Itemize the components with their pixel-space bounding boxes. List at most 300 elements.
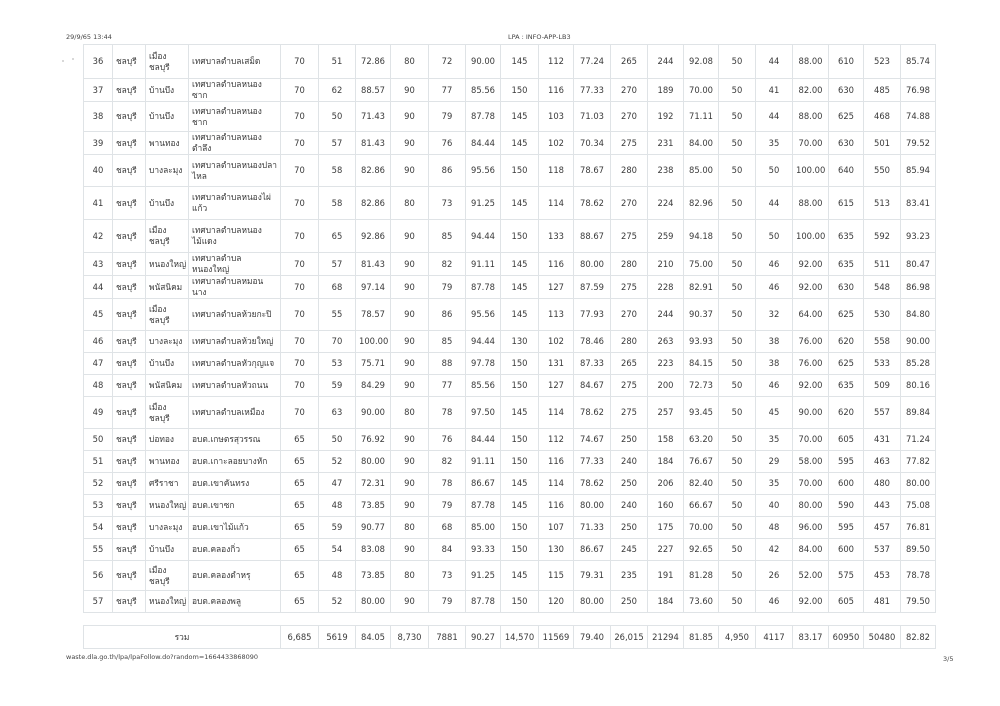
value-cell: 46 <box>756 276 793 299</box>
value-cell: 88.67 <box>574 220 611 253</box>
table-row <box>84 429 936 451</box>
value-cell: 228 <box>648 276 684 299</box>
value-cell: 112 <box>539 429 574 451</box>
value-cell: 70 <box>281 155 319 187</box>
table-row <box>84 331 936 353</box>
value-cell: 615 <box>829 187 864 220</box>
row-number-cell: 37 <box>84 79 113 102</box>
value-cell: 48 <box>756 517 793 539</box>
value-cell: 235 <box>611 561 648 591</box>
value-cell: 81.28 <box>684 561 719 591</box>
value-cell: 50 <box>719 451 756 473</box>
value-cell: 78.46 <box>574 331 611 353</box>
total-cell: 4117 <box>756 626 793 649</box>
value-cell: 68 <box>429 517 466 539</box>
value-cell: 68 <box>319 276 356 299</box>
value-cell: 88.00 <box>793 102 829 132</box>
value-cell: 90 <box>391 451 429 473</box>
value-cell: 70 <box>281 299 319 331</box>
value-cell: 77.33 <box>574 451 611 473</box>
row-number-cell: 46 <box>84 331 113 353</box>
value-cell: 80.00 <box>901 473 936 495</box>
value-cell: 90.00 <box>356 397 391 429</box>
value-cell: 210 <box>648 253 684 276</box>
district-cell: บ้านบึง <box>146 79 189 102</box>
district-cell: หนองใหญ่ <box>146 591 189 613</box>
value-cell: 82.40 <box>684 473 719 495</box>
value-cell: 82 <box>429 253 466 276</box>
value-cell: 630 <box>829 276 864 299</box>
organization-name-cell: เทศบาลตำบลหนองตำลึง <box>189 132 281 155</box>
value-cell: 84.80 <box>901 299 936 331</box>
value-cell: 50 <box>719 375 756 397</box>
value-cell: 65 <box>281 495 319 517</box>
value-cell: 92.86 <box>356 220 391 253</box>
row-number-cell: 42 <box>84 220 113 253</box>
total-cell: 11569 <box>539 626 574 649</box>
value-cell: 244 <box>648 45 684 79</box>
value-cell: 610 <box>829 45 864 79</box>
organization-name-cell: เทศบาลตำบลห้วยใหญ่ <box>189 331 281 353</box>
value-cell: 79.52 <box>901 132 936 155</box>
value-cell: 89.50 <box>901 539 936 561</box>
value-cell: 592 <box>864 220 901 253</box>
value-cell: 270 <box>611 299 648 331</box>
value-cell: 86 <box>429 155 466 187</box>
value-cell: 90 <box>391 220 429 253</box>
value-cell: 78 <box>429 473 466 495</box>
value-cell: 63 <box>319 397 356 429</box>
total-cell: 6,685 <box>281 626 319 649</box>
value-cell: 80.00 <box>356 451 391 473</box>
value-cell: 72.31 <box>356 473 391 495</box>
province-cell: ชลบุรี <box>113 429 146 451</box>
value-cell: 93.23 <box>901 220 936 253</box>
value-cell: 145 <box>501 397 539 429</box>
value-cell: 630 <box>829 132 864 155</box>
value-cell: 90 <box>391 276 429 299</box>
value-cell: 85.56 <box>466 79 501 102</box>
value-cell: 94.44 <box>466 220 501 253</box>
district-cell: บางละมุง <box>146 155 189 187</box>
value-cell: 76.98 <box>901 79 936 102</box>
row-number-cell: 54 <box>84 517 113 539</box>
value-cell: 76.81 <box>901 517 936 539</box>
value-cell: 150 <box>501 155 539 187</box>
value-cell: 41 <box>756 79 793 102</box>
value-cell: 231 <box>648 132 684 155</box>
value-cell: 90 <box>391 253 429 276</box>
value-cell: 224 <box>648 187 684 220</box>
district-cell: บางละมุง <box>146 331 189 353</box>
row-number-cell: 52 <box>84 473 113 495</box>
total-cell: 5619 <box>319 626 356 649</box>
value-cell: 70.00 <box>793 429 829 451</box>
value-cell: 93.93 <box>684 331 719 353</box>
value-cell: 77.24 <box>574 45 611 79</box>
value-cell: 250 <box>611 429 648 451</box>
value-cell: 91.11 <box>466 253 501 276</box>
organization-name-cell: เทศบาลตำบลหนอง ชาก <box>189 102 281 132</box>
value-cell: 84.00 <box>793 539 829 561</box>
value-cell: 86.98 <box>901 276 936 299</box>
value-cell: 223 <box>648 353 684 375</box>
organization-name-cell: เทศบาลตำบลหนองปลา ไหล <box>189 155 281 187</box>
value-cell: 52 <box>319 451 356 473</box>
value-cell: 280 <box>611 155 648 187</box>
value-cell: 66.67 <box>684 495 719 517</box>
row-number-cell: 44 <box>84 276 113 299</box>
value-cell: 625 <box>829 299 864 331</box>
scan-speck <box>62 60 64 62</box>
value-cell: 50 <box>719 397 756 429</box>
value-cell: 150 <box>501 451 539 473</box>
organization-name-cell: เทศบาลตำบลหนองไผ่ แก้ว <box>189 187 281 220</box>
value-cell: 73.85 <box>356 561 391 591</box>
value-cell: 90 <box>391 132 429 155</box>
value-cell: 191 <box>648 561 684 591</box>
table-row <box>84 253 936 276</box>
value-cell: 116 <box>539 253 574 276</box>
value-cell: 80 <box>391 45 429 79</box>
value-cell: 65 <box>281 429 319 451</box>
value-cell: 92.65 <box>684 539 719 561</box>
value-cell: 263 <box>648 331 684 353</box>
organization-name-cell: อบต.คลองกิ่ว <box>189 539 281 561</box>
value-cell: 184 <box>648 591 684 613</box>
value-cell: 78.67 <box>574 155 611 187</box>
print-datetime: 29/9/65 13:44 <box>66 33 112 41</box>
province-cell: ชลบุรี <box>113 473 146 495</box>
print-title: LPA : INFO-APP-LB3 <box>508 33 571 41</box>
value-cell: 46 <box>756 253 793 276</box>
value-cell: 52 <box>319 591 356 613</box>
value-cell: 463 <box>864 451 901 473</box>
value-cell: 64.00 <box>793 299 829 331</box>
value-cell: 50 <box>719 473 756 495</box>
organization-name-cell: เทศบาลตำบลหนอง ไม้แดง <box>189 220 281 253</box>
value-cell: 29 <box>756 451 793 473</box>
value-cell: 71.03 <box>574 102 611 132</box>
value-cell: 76.00 <box>793 353 829 375</box>
value-cell: 87.78 <box>466 102 501 132</box>
value-cell: 275 <box>611 397 648 429</box>
total-cell: 83.17 <box>793 626 829 649</box>
district-cell: บ้านบึง <box>146 102 189 132</box>
value-cell: 54 <box>319 539 356 561</box>
value-cell: 150 <box>501 539 539 561</box>
value-cell: 150 <box>501 353 539 375</box>
value-cell: 79 <box>429 276 466 299</box>
value-cell: 620 <box>829 397 864 429</box>
value-cell: 80.00 <box>356 591 391 613</box>
value-cell: 73 <box>429 561 466 591</box>
value-cell: 175 <box>648 517 684 539</box>
district-cell: พนัสนิคม <box>146 375 189 397</box>
value-cell: 76.00 <box>793 331 829 353</box>
table-row <box>84 220 936 253</box>
table-row <box>84 591 936 613</box>
value-cell: 89.84 <box>901 397 936 429</box>
value-cell: 87.78 <box>466 495 501 517</box>
value-cell: 71.33 <box>574 517 611 539</box>
value-cell: 90 <box>391 155 429 187</box>
province-cell: ชลบุรี <box>113 591 146 613</box>
value-cell: 145 <box>501 45 539 79</box>
value-cell: 84.67 <box>574 375 611 397</box>
row-number-cell: 53 <box>84 495 113 517</box>
value-cell: 72.86 <box>356 45 391 79</box>
total-cell: 84.05 <box>356 626 391 649</box>
value-cell: 63.20 <box>684 429 719 451</box>
value-cell: 26 <box>756 561 793 591</box>
value-cell: 85.94 <box>901 155 936 187</box>
district-cell: บ้านบึง <box>146 187 189 220</box>
value-cell: 145 <box>501 187 539 220</box>
value-cell: 70 <box>281 353 319 375</box>
value-cell: 114 <box>539 397 574 429</box>
value-cell: 90 <box>391 539 429 561</box>
value-cell: 275 <box>611 132 648 155</box>
value-cell: 72.73 <box>684 375 719 397</box>
value-cell: 78 <box>429 397 466 429</box>
value-cell: 485 <box>864 79 901 102</box>
value-cell: 70 <box>281 132 319 155</box>
value-cell: 72 <box>429 45 466 79</box>
value-cell: 80.16 <box>901 375 936 397</box>
value-cell: 189 <box>648 79 684 102</box>
table-row <box>84 45 936 79</box>
value-cell: 250 <box>611 517 648 539</box>
value-cell: 83.41 <box>901 187 936 220</box>
value-cell: 91.11 <box>466 451 501 473</box>
value-cell: 100.00 <box>793 220 829 253</box>
scan-speck <box>72 58 74 60</box>
value-cell: 58 <box>319 187 356 220</box>
print-url: waste.dla.go.th/lpa/lpaFollow.do?random=1664433868090 <box>66 653 259 661</box>
organization-name-cell: อบต.เขาซก <box>189 495 281 517</box>
value-cell: 206 <box>648 473 684 495</box>
value-cell: 77.82 <box>901 451 936 473</box>
value-cell: 44 <box>756 187 793 220</box>
province-cell: ชลบุรี <box>113 397 146 429</box>
value-cell: 35 <box>756 132 793 155</box>
total-row <box>84 626 936 649</box>
total-cell: 8,730 <box>391 626 429 649</box>
table-row <box>84 79 936 102</box>
district-cell: เมือง ชลบุรี <box>146 561 189 591</box>
value-cell: 80 <box>391 397 429 429</box>
value-cell: 77 <box>429 79 466 102</box>
value-cell: 50 <box>719 299 756 331</box>
value-cell: 44 <box>756 102 793 132</box>
value-cell: 625 <box>829 102 864 132</box>
value-cell: 78.78 <box>901 561 936 591</box>
value-cell: 90 <box>391 591 429 613</box>
value-cell: 112 <box>539 45 574 79</box>
value-cell: 150 <box>501 517 539 539</box>
value-cell: 92.00 <box>793 375 829 397</box>
value-cell: 145 <box>501 253 539 276</box>
value-cell: 50 <box>719 155 756 187</box>
value-cell: 557 <box>864 397 901 429</box>
row-number-cell: 45 <box>84 299 113 331</box>
table-row <box>84 155 936 187</box>
value-cell: 50 <box>756 220 793 253</box>
district-cell: หนองใหญ่ <box>146 253 189 276</box>
organization-name-cell: เทศบาลตำบลหนองซาก <box>189 79 281 102</box>
row-number-cell: 36 <box>84 45 113 79</box>
table-row <box>84 353 936 375</box>
value-cell: 131 <box>539 353 574 375</box>
value-cell: 127 <box>539 375 574 397</box>
value-cell: 114 <box>539 473 574 495</box>
table-row <box>84 375 936 397</box>
province-cell: ชลบุรี <box>113 253 146 276</box>
value-cell: 240 <box>611 451 648 473</box>
value-cell: 50 <box>719 102 756 132</box>
value-cell: 50 <box>719 79 756 102</box>
value-cell: 158 <box>648 429 684 451</box>
value-cell: 77.33 <box>574 79 611 102</box>
value-cell: 431 <box>864 429 901 451</box>
province-cell: ชลบุรี <box>113 561 146 591</box>
value-cell: 145 <box>501 561 539 591</box>
value-cell: 50 <box>719 132 756 155</box>
value-cell: 600 <box>829 473 864 495</box>
total-cell: 81.85 <box>684 626 719 649</box>
value-cell: 80 <box>391 561 429 591</box>
value-cell: 270 <box>611 187 648 220</box>
value-cell: 86 <box>429 299 466 331</box>
lpa-results-table <box>83 44 936 613</box>
value-cell: 102 <box>539 132 574 155</box>
value-cell: 145 <box>501 473 539 495</box>
value-cell: 83.08 <box>356 539 391 561</box>
value-cell: 145 <box>501 299 539 331</box>
value-cell: 90.00 <box>901 331 936 353</box>
value-cell: 76 <box>429 429 466 451</box>
value-cell: 50 <box>719 276 756 299</box>
value-cell: 94.18 <box>684 220 719 253</box>
province-cell: ชลบุรี <box>113 276 146 299</box>
value-cell: 93.33 <box>466 539 501 561</box>
value-cell: 38 <box>756 331 793 353</box>
value-cell: 640 <box>829 155 864 187</box>
organization-name-cell: เทศบาลตำบลหนองใหญ่ <box>189 253 281 276</box>
value-cell: 71.11 <box>684 102 719 132</box>
value-cell: 85.74 <box>901 45 936 79</box>
value-cell: 97.14 <box>356 276 391 299</box>
value-cell: 82.96 <box>684 187 719 220</box>
value-cell: 90 <box>391 331 429 353</box>
value-cell: 90 <box>391 473 429 495</box>
province-cell: ชลบุรี <box>113 331 146 353</box>
value-cell: 102 <box>539 331 574 353</box>
value-cell: 150 <box>501 220 539 253</box>
value-cell: 533 <box>864 353 901 375</box>
value-cell: 130 <box>539 539 574 561</box>
value-cell: 513 <box>864 187 901 220</box>
value-cell: 90.77 <box>356 517 391 539</box>
value-cell: 57 <box>319 132 356 155</box>
value-cell: 85 <box>429 220 466 253</box>
value-cell: 87.78 <box>466 591 501 613</box>
value-cell: 457 <box>864 517 901 539</box>
value-cell: 58.00 <box>793 451 829 473</box>
total-label: รวม <box>84 626 281 649</box>
value-cell: 240 <box>611 495 648 517</box>
value-cell: 113 <box>539 299 574 331</box>
value-cell: 100.00 <box>356 331 391 353</box>
value-cell: 50 <box>719 187 756 220</box>
row-number-cell: 55 <box>84 539 113 561</box>
province-cell: ชลบุรี <box>113 375 146 397</box>
value-cell: 45 <box>756 397 793 429</box>
row-number-cell: 51 <box>84 451 113 473</box>
value-cell: 76 <box>429 132 466 155</box>
table-row <box>84 132 936 155</box>
value-cell: 133 <box>539 220 574 253</box>
value-cell: 75.71 <box>356 353 391 375</box>
value-cell: 605 <box>829 591 864 613</box>
value-cell: 78.62 <box>574 187 611 220</box>
value-cell: 160 <box>648 495 684 517</box>
value-cell: 82.91 <box>684 276 719 299</box>
value-cell: 70 <box>281 45 319 79</box>
value-cell: 275 <box>611 375 648 397</box>
value-cell: 50 <box>719 45 756 79</box>
value-cell: 70 <box>281 253 319 276</box>
organization-name-cell: อบต.เขาคันทรง <box>189 473 281 495</box>
total-cell: 82.82 <box>901 626 936 649</box>
value-cell: 120 <box>539 591 574 613</box>
value-cell: 84.44 <box>466 132 501 155</box>
district-cell: บ่อทอง <box>146 429 189 451</box>
value-cell: 65 <box>319 220 356 253</box>
value-cell: 40 <box>756 495 793 517</box>
value-cell: 35 <box>756 473 793 495</box>
value-cell: 84.15 <box>684 353 719 375</box>
value-cell: 70 <box>319 331 356 353</box>
organization-name-cell: อบต.คลองตำหรุ <box>189 561 281 591</box>
value-cell: 84 <box>429 539 466 561</box>
value-cell: 46 <box>756 375 793 397</box>
value-cell: 80.00 <box>574 591 611 613</box>
organization-name-cell: อบต.เขาไม้แก้ว <box>189 517 281 539</box>
value-cell: 50 <box>719 429 756 451</box>
value-cell: 70.00 <box>684 79 719 102</box>
district-cell: เมือง ชลบุรี <box>146 397 189 429</box>
value-cell: 92.00 <box>793 253 829 276</box>
district-cell: พานทอง <box>146 451 189 473</box>
total-cell: 4,950 <box>719 626 756 649</box>
district-cell: พนัสนิคม <box>146 276 189 299</box>
value-cell: 84.29 <box>356 375 391 397</box>
value-cell: 55 <box>319 299 356 331</box>
value-cell: 480 <box>864 473 901 495</box>
value-cell: 82.86 <box>356 187 391 220</box>
value-cell: 630 <box>829 79 864 102</box>
value-cell: 51 <box>319 45 356 79</box>
value-cell: 88.00 <box>793 187 829 220</box>
province-cell: ชลบุรี <box>113 102 146 132</box>
value-cell: 73 <box>429 187 466 220</box>
value-cell: 530 <box>864 299 901 331</box>
value-cell: 88 <box>429 353 466 375</box>
total-cell: 21294 <box>648 626 684 649</box>
district-cell: เมือง ชลบุรี <box>146 45 189 79</box>
